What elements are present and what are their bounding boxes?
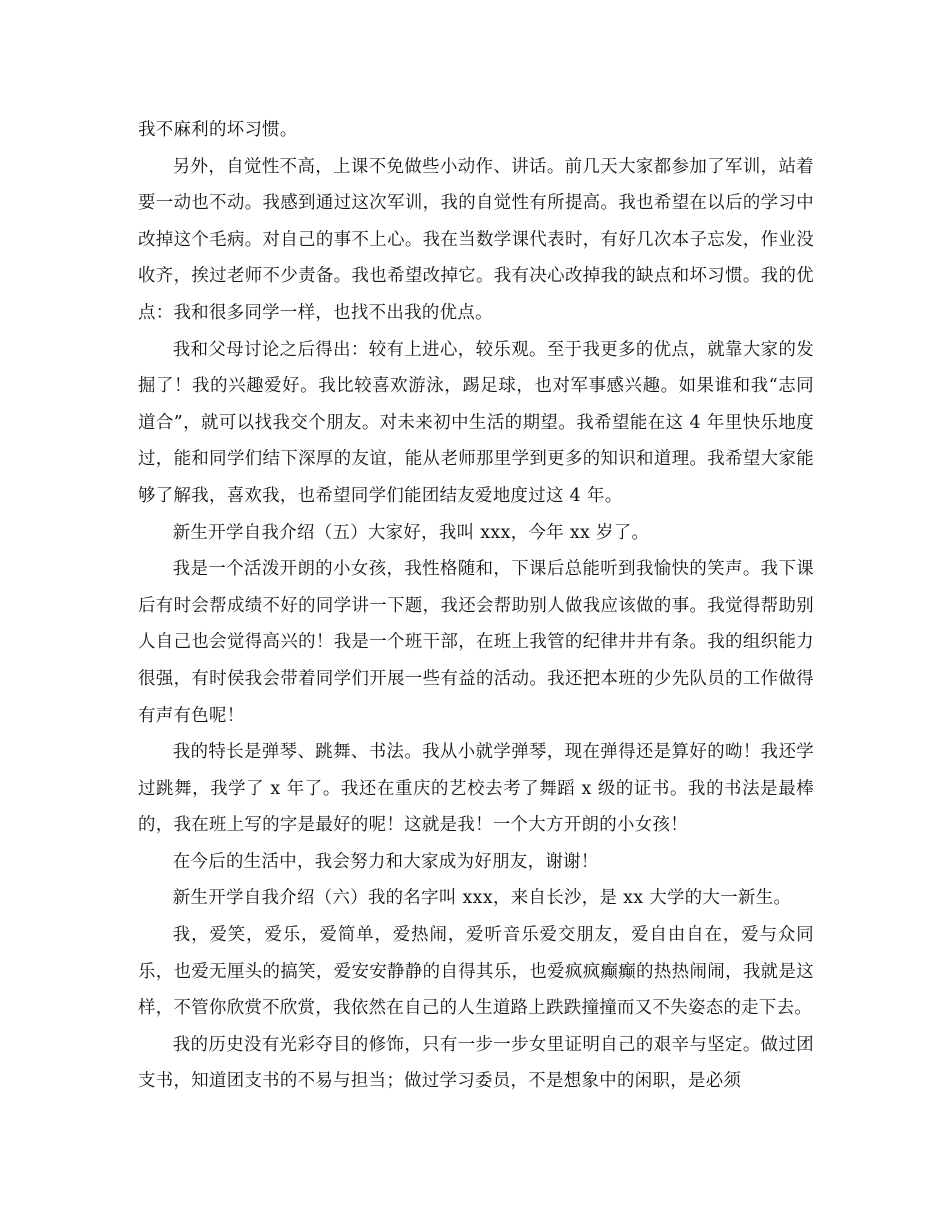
paragraph: 我的特长是弹琴、跳舞、书法。我从小就学弹琴，现在弹得还是算好的呦！我还学过跳舞，我学了 x 年了。我还在重庆的艺校去考了舞蹈 x 级的证书。我的书法是最棒的，我在班上写的字是最好的呢！这就是我！一个大方开朗的小女孩！ bbox=[138, 742, 814, 836]
paragraph: 新生开学自我介绍（五）大家好，我叫 xxx，今年 xx 岁了。 bbox=[172, 522, 650, 543]
paragraph: 新生开学自我介绍（六）我的名字叫 xxx，来自长沙，是 xx 大学的大一新生。 bbox=[172, 888, 792, 909]
paragraph: 我和父母讨论之后得出：较有上进心，较乐观。至于我更多的优点，就靠大家的发掘了！我的兴趣爱好。我比较喜欢游泳，踢足球，也对军事感兴趣。如果谁和我“志同道合”，就可以找我交个朋友。对未来初中生活的期望。我希望能在这 4 年里快乐地度过，能和同学们结下深厚的友谊，能从老师那里学到更多的知识和道理。我希望大家能够了解我，喜欢我，也希望同学们能团结友爱地度过这 4 年。 bbox=[138, 339, 814, 506]
paragraph: 另外，自觉性不高，上课不免做些小动作、讲话。前几天大家都参加了军训，站着要一动也不动。我感到通过这次军训，我的自觉性有所提高。我也希望在以后的学习中改掉这个毛病。对自己的事不上心。我在当数学课代表时，有好几次本子忘发，作业没收齐，挨过老师不少责备。我也希望改掉它。我有决心改掉我的缺点和坏习惯。我的优点：我和很多同学一样，也找不出我的优点。 bbox=[138, 156, 814, 323]
paragraph: 我不麻利的坏习惯。 bbox=[138, 120, 298, 140]
document-body bbox=[138, 112, 814, 1100]
paragraph: 我的历史没有光彩夺目的修饰，只有一步一步女里证明自己的艰辛与坚定。做过团支书，知道团支书的不易与担当；做过学习委员，不是想象中的闲职，是必须 bbox=[138, 1034, 814, 1092]
paragraph: 我是一个活泼开朗的小女孩，我性格随和，下课后总能听到我愉快的笑声。我下课后有时会帮成绩不好的同学讲一下题，我还会帮助别人做我应该做的事。我觉得帮助别人自己也会觉得高兴的！我是一个班干部，在班上我管的纪律井井有条。我的组织能力很强，有时侯我会带着同学们开展一些有益的活动。我还把本班的少先队员的工作做得有声有色呢！ bbox=[138, 559, 814, 726]
paragraph: 我，爱笑，爱乐，爱简单，爱热闹，爱听音乐爱交朋友，爱自由自在，爱与众同乐，也爱无厘头的搞笑，爱安安静静的自得其乐，也爱疯疯癫癫的热热闹闹，我就是这样，不管你欣赏不欣赏，我依然在自己的人生道路上跌跌撞撞而又不失姿态的走下去。 bbox=[138, 925, 814, 1019]
paragraph: 在今后的生活中，我会努力和大家成为好朋友，谢谢！ bbox=[172, 851, 599, 872]
